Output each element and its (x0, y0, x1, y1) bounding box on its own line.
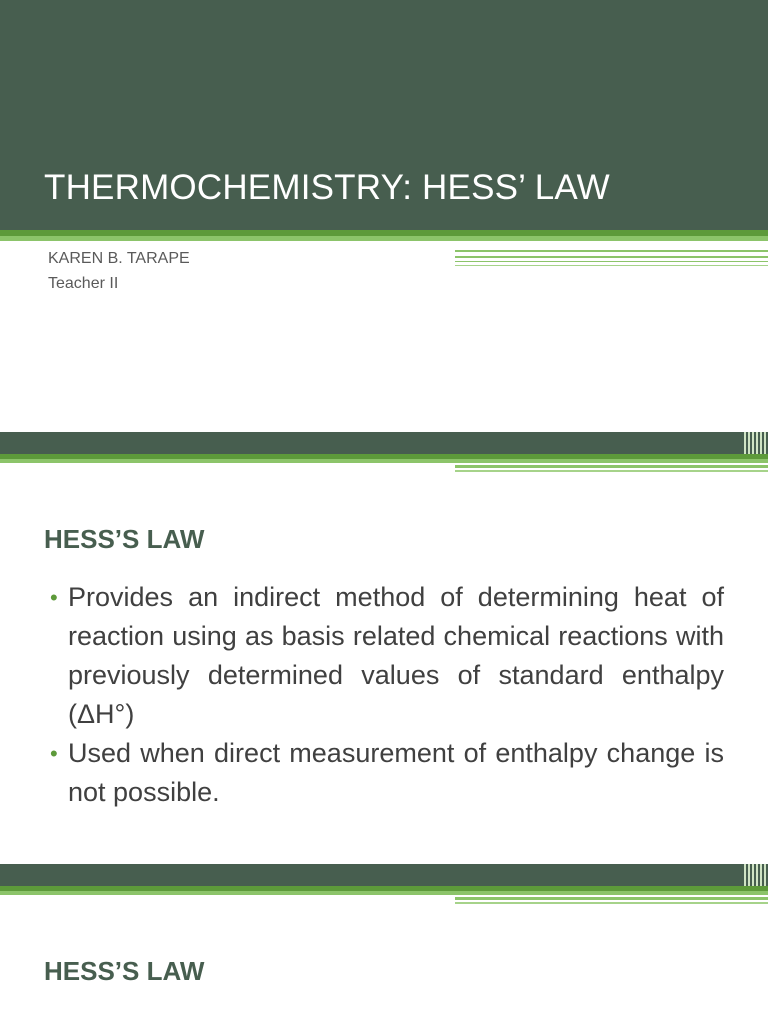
accent-stripe (455, 250, 768, 252)
bullet-icon: • (50, 585, 58, 610)
content-slide (0, 864, 768, 1024)
accent-stripe (455, 902, 768, 904)
author-role: Teacher II (48, 275, 119, 292)
accent-stripe (455, 897, 768, 900)
bullet-list (50, 578, 724, 812)
content-slide (0, 432, 768, 864)
list-item (50, 734, 724, 812)
accent-stripe (0, 891, 768, 895)
header-strip (0, 864, 768, 888)
accent-stripe (0, 236, 768, 241)
slide-title: THERMOCHEMISTRY: HESS’ LAW (44, 168, 610, 207)
slide-heading: HESS’S LAW (44, 524, 205, 554)
bullet-text: Used when direct measurement of enthalpy change is not possible. (68, 738, 724, 807)
edge-marks (744, 432, 768, 456)
bullet-text: Provides an indirect method of determining heat of reaction using as basis related chemical reactions with previously determined values of standard enthalpy (ΔH°) (68, 582, 724, 729)
slide-heading: HESS’S LAW (44, 956, 205, 986)
title-slide (0, 0, 768, 432)
accent-stripe (455, 465, 768, 468)
accent-stripe (455, 256, 768, 258)
list-item (50, 578, 724, 734)
edge-marks (744, 864, 768, 888)
accent-stripe (455, 261, 768, 262)
header-strip (0, 432, 768, 456)
accent-stripe (455, 265, 768, 266)
accent-stripe (455, 470, 768, 472)
bullet-icon: • (50, 741, 58, 766)
accent-stripe (0, 459, 768, 463)
author-name: KAREN B. TARAPE (48, 250, 190, 267)
